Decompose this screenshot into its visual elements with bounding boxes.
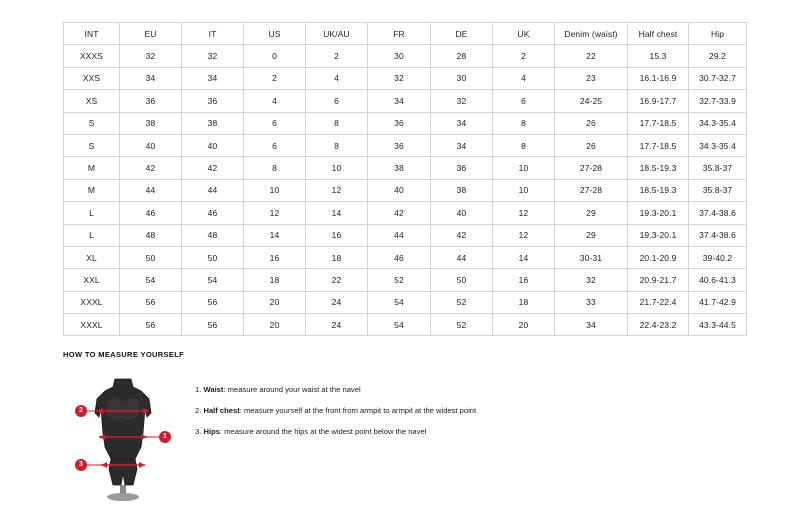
cell-de: 44 <box>431 246 493 268</box>
cell-hip: 39-40.2 <box>689 246 747 268</box>
cell-de: 34 <box>431 134 493 156</box>
cell-eu: 42 <box>120 157 182 179</box>
cell-uk: 8 <box>493 134 555 156</box>
cell-it: 36 <box>182 90 244 112</box>
cell-fr: 40 <box>368 179 431 201</box>
cell-us: 14 <box>244 224 306 246</box>
cell-uk: 2 <box>493 45 555 67</box>
cell-fr: 44 <box>368 224 431 246</box>
instruction-text-hips: : measure around the hips at the widest point below the navel <box>219 427 427 437</box>
cell-hip: 34.3-35.4 <box>689 134 747 156</box>
cell-de: 40 <box>431 202 493 224</box>
cell-uk: 10 <box>493 179 555 201</box>
cell-half-chest: 19.3-20.1 <box>628 202 689 224</box>
column-header-uk: UK <box>493 23 555 45</box>
cell-uk: 10 <box>493 157 555 179</box>
cell-eu: 44 <box>120 179 182 201</box>
cell-half-chest: 17.7-18.5 <box>628 112 689 134</box>
cell-uk: 16 <box>493 269 555 291</box>
cell-int: S <box>64 134 120 156</box>
column-header-us: US <box>244 23 306 45</box>
cell-uk-au: 22 <box>306 269 368 291</box>
cell-us: 4 <box>244 90 306 112</box>
cell-fr: 30 <box>368 45 431 67</box>
cell-int: XXS <box>64 67 120 89</box>
cell-uk-au: 4 <box>306 67 368 89</box>
table-row <box>64 134 747 156</box>
cell-us: 16 <box>244 246 306 268</box>
cell-denim-waist: 22 <box>555 45 628 67</box>
cell-hip: 35.8-37 <box>689 157 747 179</box>
cell-it: 44 <box>182 179 244 201</box>
cell-hip: 41.7-42.9 <box>689 291 747 313</box>
cell-uk-au: 8 <box>306 112 368 134</box>
cell-uk-au: 10 <box>306 157 368 179</box>
cell-it: 56 <box>182 314 244 336</box>
column-header-half-chest: Half chest <box>628 23 689 45</box>
cell-eu: 36 <box>120 90 182 112</box>
cell-hip: 35.8-37 <box>689 179 747 201</box>
cell-it: 42 <box>182 157 244 179</box>
cell-hip: 30.7-32.7 <box>689 67 747 89</box>
table-row <box>64 269 747 291</box>
column-header-denim-waist: Denim (waist) <box>555 23 628 45</box>
cell-uk: 18 <box>493 291 555 313</box>
measure-instructions <box>195 373 476 448</box>
cell-uk-au: 6 <box>306 90 368 112</box>
size-chart-table <box>63 22 747 336</box>
cell-half-chest: 20.1-20.9 <box>628 246 689 268</box>
cell-eu: 40 <box>120 134 182 156</box>
cell-it: 46 <box>182 202 244 224</box>
cell-hip: 43.3-44.5 <box>689 314 747 336</box>
cell-denim-waist: 29 <box>555 224 628 246</box>
instruction-text-half-chest: : measure yourself at the front from armpit to armpit at the widest point <box>239 406 477 416</box>
instruction-text-waist: : measure around your waist at the navel <box>223 385 361 394</box>
instruction-hips <box>195 427 476 436</box>
cell-denim-waist: 29 <box>555 202 628 224</box>
cell-denim-waist: 34 <box>555 314 628 336</box>
how-to-measure-section <box>63 350 743 503</box>
cell-eu: 54 <box>120 269 182 291</box>
table-row <box>64 157 747 179</box>
cell-int: XXXL <box>64 314 120 336</box>
cell-fr: 42 <box>368 202 431 224</box>
cell-int: XL <box>64 246 120 268</box>
cell-denim-waist: 32 <box>555 269 628 291</box>
cell-half-chest: 21.7-22.4 <box>628 291 689 313</box>
cell-int: S <box>64 112 120 134</box>
cell-fr: 54 <box>368 291 431 313</box>
table-row <box>64 45 747 67</box>
cell-int: XXXL <box>64 291 120 313</box>
cell-denim-waist: 26 <box>555 112 628 134</box>
cell-half-chest: 15.3 <box>628 45 689 67</box>
cell-fr: 46 <box>368 246 431 268</box>
cell-uk: 8 <box>493 112 555 134</box>
badge-half-chest: 2 <box>75 405 87 417</box>
cell-uk: 12 <box>493 224 555 246</box>
cell-int: XS <box>64 90 120 112</box>
instruction-term-hips: Hips <box>203 427 220 437</box>
instruction-half-chest <box>195 406 476 415</box>
cell-it: 48 <box>182 224 244 246</box>
cell-it: 54 <box>182 269 244 291</box>
cell-hip: 40.6-41.3 <box>689 269 747 291</box>
cell-uk: 4 <box>493 67 555 89</box>
cell-int: L <box>64 224 120 246</box>
cell-us: 12 <box>244 202 306 224</box>
instruction-number-2: 2. <box>195 406 202 416</box>
column-header-uk-au: UK/AU <box>306 23 368 45</box>
table-row <box>64 246 747 268</box>
cell-denim-waist: 27-28 <box>555 179 628 201</box>
cell-eu: 56 <box>120 291 182 313</box>
cell-it: 50 <box>182 246 244 268</box>
cell-de: 32 <box>431 90 493 112</box>
cell-us: 20 <box>244 291 306 313</box>
cell-it: 56 <box>182 291 244 313</box>
table-row <box>64 314 747 336</box>
cell-uk-au: 2 <box>306 45 368 67</box>
cell-it: 32 <box>182 45 244 67</box>
cell-half-chest: 18.5-19.3 <box>628 157 689 179</box>
cell-fr: 52 <box>368 269 431 291</box>
column-header-int: INT <box>64 23 120 45</box>
cell-de: 30 <box>431 67 493 89</box>
cell-half-chest: 16.1-16.9 <box>628 67 689 89</box>
table-row <box>64 224 747 246</box>
cell-hip: 32.7-33.9 <box>689 90 747 112</box>
instruction-term-half-chest: Half chest <box>203 406 240 416</box>
table-body <box>64 45 747 336</box>
column-header-de: DE <box>431 23 493 45</box>
cell-int: XXL <box>64 269 120 291</box>
cell-it: 38 <box>182 112 244 134</box>
cell-half-chest: 18.5-19.3 <box>628 179 689 201</box>
cell-half-chest: 16.9-17.7 <box>628 90 689 112</box>
cell-de: 52 <box>431 291 493 313</box>
cell-int: L <box>64 202 120 224</box>
cell-hip: 37.4-38.6 <box>689 224 747 246</box>
column-header-it: IT <box>182 23 244 45</box>
cell-us: 8 <box>244 157 306 179</box>
cell-de: 36 <box>431 157 493 179</box>
cell-us: 10 <box>244 179 306 201</box>
cell-us: 6 <box>244 134 306 156</box>
column-header-hip: Hip <box>689 23 747 45</box>
cell-us: 0 <box>244 45 306 67</box>
cell-eu: 50 <box>120 246 182 268</box>
column-header-eu: EU <box>120 23 182 45</box>
cell-denim-waist: 24-25 <box>555 90 628 112</box>
cell-half-chest: 20.9-21.7 <box>628 269 689 291</box>
cell-uk-au: 14 <box>306 202 368 224</box>
table-header-row <box>64 23 747 45</box>
cell-eu: 32 <box>120 45 182 67</box>
cell-denim-waist: 26 <box>555 134 628 156</box>
cell-uk-au: 16 <box>306 224 368 246</box>
cell-eu: 34 <box>120 67 182 89</box>
cell-us: 6 <box>244 112 306 134</box>
table-row <box>64 90 747 112</box>
cell-uk: 14 <box>493 246 555 268</box>
cell-de: 42 <box>431 224 493 246</box>
cell-de: 52 <box>431 314 493 336</box>
cell-eu: 56 <box>120 314 182 336</box>
cell-uk-au: 24 <box>306 291 368 313</box>
cell-hip: 34.3-35.4 <box>689 112 747 134</box>
cell-half-chest: 19.3-20.1 <box>628 224 689 246</box>
cell-fr: 34 <box>368 90 431 112</box>
torso-shape <box>95 379 151 459</box>
cell-eu: 38 <box>120 112 182 134</box>
cell-fr: 38 <box>368 157 431 179</box>
cell-de: 28 <box>431 45 493 67</box>
cell-fr: 36 <box>368 134 431 156</box>
cell-it: 34 <box>182 67 244 89</box>
cell-fr: 54 <box>368 314 431 336</box>
cell-denim-waist: 27-28 <box>555 157 628 179</box>
cell-uk-au: 12 <box>306 179 368 201</box>
mannequin-figure <box>63 373 183 503</box>
cell-uk-au: 24 <box>306 314 368 336</box>
table-row <box>64 67 747 89</box>
instruction-waist <box>195 385 476 394</box>
cell-uk: 6 <box>493 90 555 112</box>
cell-eu: 46 <box>120 202 182 224</box>
cell-denim-waist: 30-31 <box>555 246 628 268</box>
cell-de: 50 <box>431 269 493 291</box>
cell-fr: 36 <box>368 112 431 134</box>
instruction-number-1: 1. <box>195 385 202 394</box>
table-row <box>64 112 747 134</box>
cell-denim-waist: 23 <box>555 67 628 89</box>
cell-int: M <box>64 157 120 179</box>
cell-uk: 12 <box>493 202 555 224</box>
cell-it: 40 <box>182 134 244 156</box>
cell-eu: 48 <box>120 224 182 246</box>
cell-hip: 29.2 <box>689 45 747 67</box>
table-header <box>64 23 747 45</box>
cell-uk-au: 8 <box>306 134 368 156</box>
cell-us: 20 <box>244 314 306 336</box>
cell-de: 38 <box>431 179 493 201</box>
cell-denim-waist: 33 <box>555 291 628 313</box>
cell-us: 18 <box>244 269 306 291</box>
cell-int: M <box>64 179 120 201</box>
how-to-measure-body <box>63 373 743 503</box>
cell-half-chest: 22.4-23.2 <box>628 314 689 336</box>
size-chart-table-container <box>63 22 735 336</box>
how-to-measure-title: HOW TO MEASURE YOURSELF <box>63 350 185 359</box>
hip-shape <box>109 459 137 485</box>
cell-half-chest: 17.7-18.5 <box>628 134 689 156</box>
cell-us: 2 <box>244 67 306 89</box>
cell-fr: 32 <box>368 67 431 89</box>
cell-uk-au: 18 <box>306 246 368 268</box>
cell-de: 34 <box>431 112 493 134</box>
badge-waist: 1 <box>159 431 171 443</box>
cell-uk: 20 <box>493 314 555 336</box>
instruction-number-3: 3. <box>195 427 202 437</box>
table-row <box>64 179 747 201</box>
badge-hips: 3 <box>75 459 87 471</box>
instruction-term-waist: Waist <box>203 385 224 394</box>
column-header-fr: FR <box>368 23 431 45</box>
cell-int: XXXS <box>64 45 120 67</box>
cell-hip: 37.4-38.6 <box>689 202 747 224</box>
stand-base <box>107 493 139 501</box>
table-row <box>64 291 747 313</box>
table-row <box>64 202 747 224</box>
